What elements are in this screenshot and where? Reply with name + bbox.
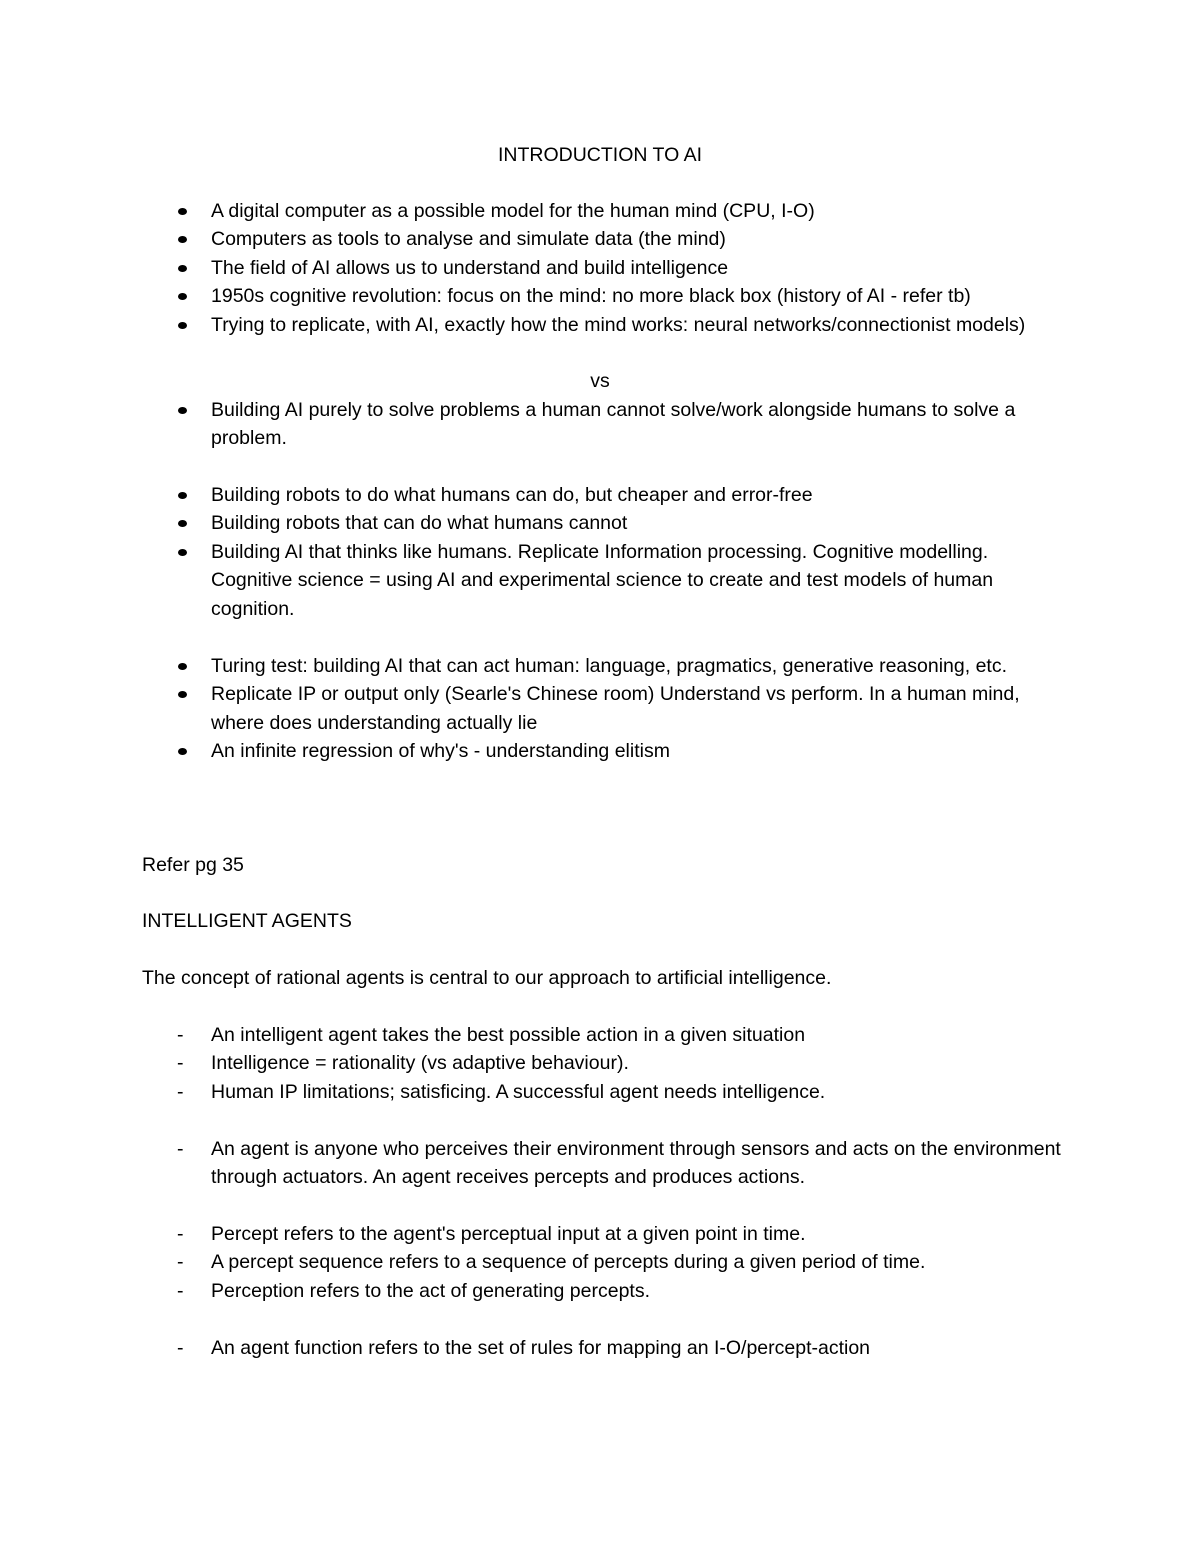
dash-marker: - [177,1080,184,1103]
dash-marker: - [177,1337,184,1359]
page-title: INTRODUCTION TO AI [497,144,703,166]
refer-text: Refer pg 35 [142,854,244,876]
list-item: - Intelligence = rationality (vs adaptive behaviour). [0,1049,1071,1077]
list-item: - A percept sequence refers to a sequence of percepts during a given period of time. [0,1248,1071,1276]
agent-dash-list-c [0,1220,1200,1305]
vs-label: vs [590,370,610,392]
list-item: Building AI purely to solve problems a human cannot solve/work alongside humans to solve a problem. [211,399,1016,450]
intro-bullet-list-b [0,396,1200,453]
dash-marker: - [177,1024,184,1046]
concept-paragraph: The concept of rational agents is central to our approach to artificial intelligence. [142,967,832,989]
dash-marker: - [177,1223,184,1245]
list-item: - Perception refers to the act of generating percepts. [0,1277,1071,1305]
list-item: Building robots to do what humans can do, but cheaper and error-free [211,484,813,506]
list-item: - Percept refers to the agent's perceptual input at a given point in time. [0,1220,1071,1248]
agent-dash-list-b [0,1135,1200,1192]
list-item: - Human IP limitations; satisficing. A successful agent needs intelligence. [0,1078,1071,1106]
list-item: 1950s cognitive revolution: focus on the mind: no more black box (history of AI - refer tb) [211,285,971,308]
dash-marker: - [177,1138,184,1160]
list-item: An infinite regression of why's - understanding elitism [211,740,670,763]
agent-dash-list-a [0,1021,1200,1106]
intro-bullet-list-d [0,652,1200,766]
list-item: - An agent is anyone who perceives their environment through sensors and acts on the environment through actuators. An agent receives percepts and produces actions. [0,1135,1071,1192]
list-item: - An intelligent agent takes the best possible action in a given situation [0,1021,1071,1049]
dash-marker: - [177,1052,184,1075]
intro-bullet-list-a [0,197,1200,339]
list-item: A digital computer as a possible model for the human mind (CPU, I-O) [211,200,815,222]
list-item: Building robots that can do what humans cannot [211,512,628,535]
list-item: Computers as tools to analyse and simulate data (the mind) [211,228,726,251]
dash-marker: - [177,1279,184,1302]
agent-dash-list-d [0,1334,1200,1362]
list-item: Turing test: building AI that can act human: language, pragmatics, generative reasoning, etc. [211,655,1008,677]
list-item: Trying to replicate, with AI, exactly how the mind works: neural networks/connectionist models) [211,313,1026,336]
list-item: Building AI that thinks like humans. Replicate Information processing. Cognitive modelling. Cognitive science = using AI and experimental science to create and test models of human cognition. [211,540,994,620]
list-item: Replicate IP or output only (Searle's Chinese room) Understand vs perform. In a human mind, where does understanding actually lie [211,683,1020,734]
list-item: The field of AI allows us to understand and build intelligence [211,256,729,279]
list-item: - An agent function refers to the set of rules for mapping an I-O/percept-action [0,1334,1071,1362]
intro-bullet-list-c [0,481,1200,623]
section-heading: INTELLIGENT AGENTS [142,910,352,932]
dash-marker: - [177,1251,184,1274]
